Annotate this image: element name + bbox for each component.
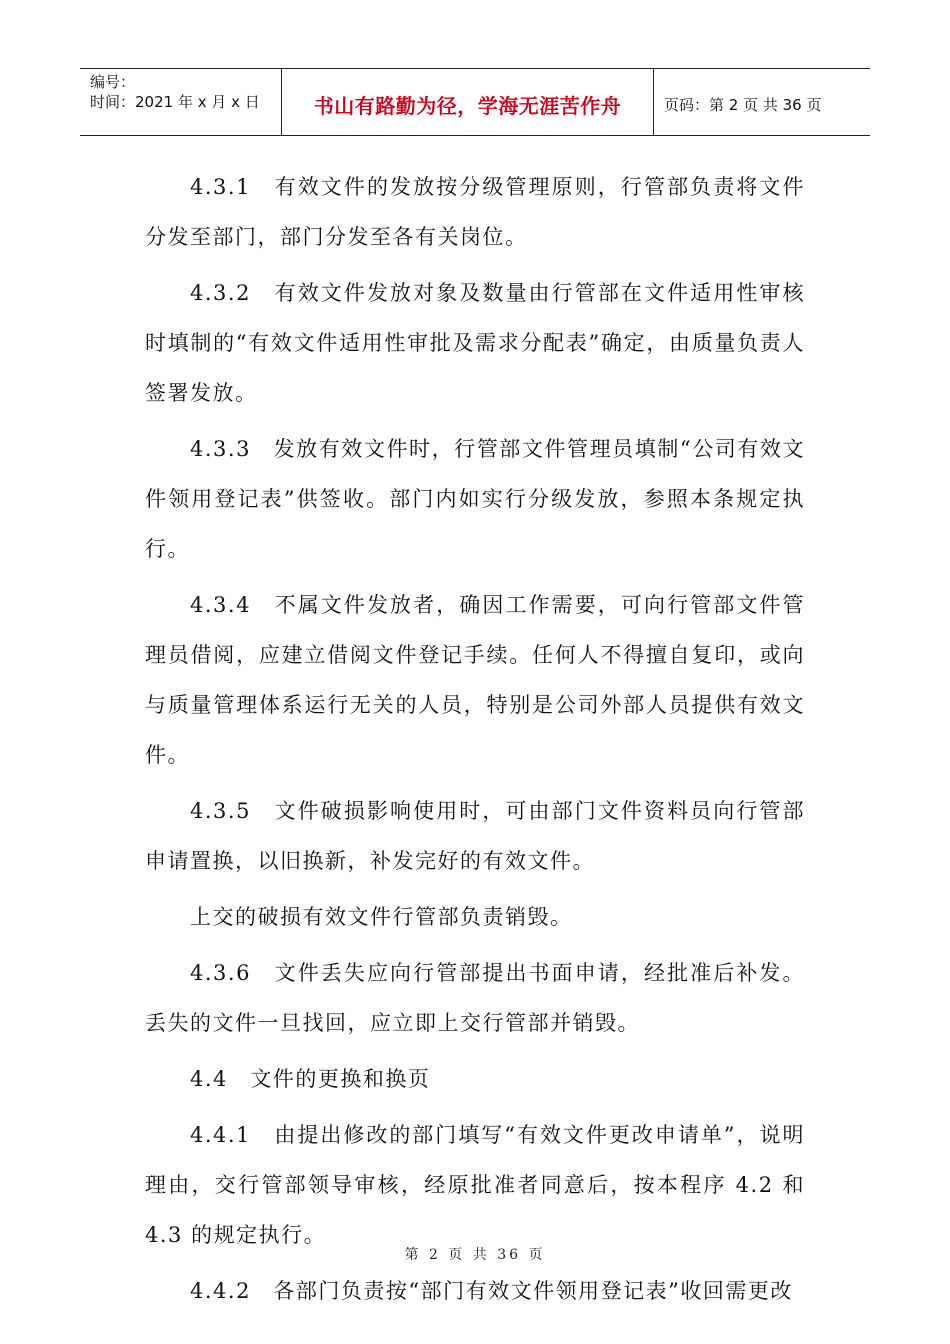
paragraph-4-4-1: 4.4.1 由提出修改的部门填写“有效文件更改申请单”，说明理由，交行管部领导审核，经原批准者同意后，按本程序 4.2 和 4.3 的规定执行。 — [145, 1123, 805, 1247]
paragraph-4-3-6: 4.3.6 文件丢失应向行管部提出书面申请，经批准后补发。丢失的文件一旦找回，应立即上交行管部并销毁。 — [145, 961, 805, 1035]
header-motto-cell — [282, 69, 654, 135]
paragraph-4-3-5-note: 上交的破损有效文件行管部负责销毁。 — [190, 905, 573, 929]
page-footer: 第 2 页 共 36 页 — [404, 1247, 546, 1263]
page-header — [80, 68, 870, 136]
paragraph-4-3-2: 4.3.2 有效文件发放对象及数量由行管部在文件适用性审核时填制的“有效文件适用性审批及需求分配表”确定，由质量负责人签署发放。 — [145, 281, 805, 405]
section-heading-4-4: 4.4 文件的更换和换页 — [190, 1067, 431, 1091]
header-meta-cell — [80, 69, 282, 135]
header-page-cell — [654, 69, 870, 135]
document-date: 时间：2021 年 x 月 x 日 — [90, 93, 260, 111]
header-motto: 书山有路勤为径，学海无涯苦作舟 — [313, 93, 622, 118]
paragraph-4-3-1: 4.3.1 有效文件的发放按分级管理原则，行管部负责将文件分发至部门，部门分发至各有关岗位。 — [145, 175, 805, 249]
header-page-info: 页码：第 2 页 共 36 页 — [664, 95, 822, 114]
document-body — [145, 162, 805, 1322]
document-number-label: 编号： — [90, 73, 136, 91]
paragraph-4-4-2: 4.4.2 各部门负责按“部门有效文件领用登记表”收回需更改 — [190, 1279, 793, 1303]
paragraph-4-3-3: 4.3.3 发放有效文件时，行管部文件管理员填制“公司有效文件领用登记表”供签收。部门内如实行分级发放，参照本条规定执行。 — [145, 437, 805, 561]
paragraph-4-3-5: 4.3.5 文件破损影响使用时，可由部门文件资料员向行管部申请置换，以旧换新，补发完好的有效文件。 — [145, 799, 805, 873]
paragraph-4-3-4: 4.3.4 不属文件发放者，确因工作需要，可向行管部文件管理员借阅，应建立借阅文件登记手续。任何人不得擅自复印，或向与质量管理体系运行无关的人员，特别是公司外部人员提供有效文件。 — [145, 593, 805, 767]
